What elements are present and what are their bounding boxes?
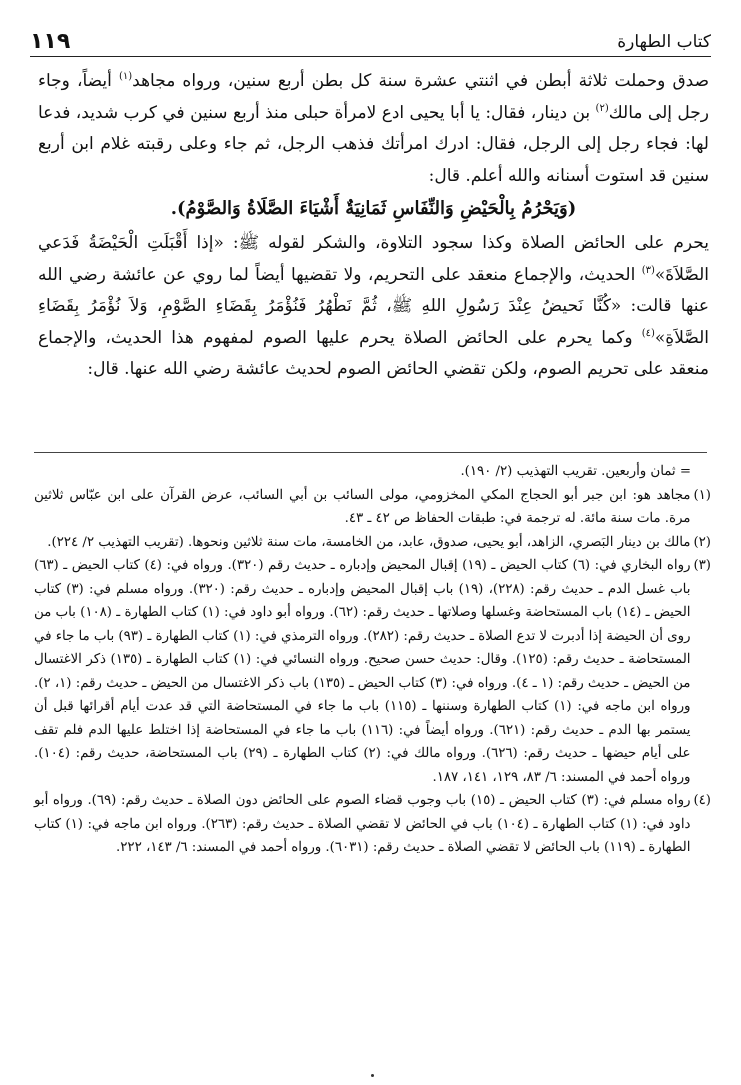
footnote-ref-3[interactable]: (٣) [641, 264, 655, 276]
paragraph-2: يحرم على الحائض الصلاة وكذا سجود التلاوة، والشكر لقوله ﷺ: «إذا أَقْبَلَتِ الْحَيْضَةُ فَدَعي الصَّلاَةَ»$^{(٣)}$ الحديث، والإجماع منعقد على التحريم، ولا تقضيها أيضاً لما روي عن عائشة رضي الله عنها قالت: «كُنَّا نَحيضُ عِنْدَ رَسُولِ اللهِ ﷺ، ثُمَّ نَطْهُرُ فَنُؤْمَرُ بِقَضَاءِ الصَّوْمِ، وَلاَ نُؤْمَرُ بِقَضَاءِ الصَّلاَةِ»$^{(٤)}$ وكما يحرم على الحائض الصلاة يحرم عليها الصوم لمفهوم هذا الحديث، والإجماع منعقد على تحريم الصوم، ولكن تقضي الحائض الصوم لحديث عائشة رضي الله عنها. قال: [38, 232, 709, 380]
footnote-number: (٣) [693, 558, 711, 573]
footnote-1: (١) مجاهد هو: ابن جبر أبو الحجاج المكي المخزومي، مولى السائب بن أبي السائب، عرض القرآن على ابن عبّاس ثلاثين مرة. مات سنة مائة. له ترجمة في: طبقات الحفاظ ص ٤٢ ـ ٤٣. [34, 484, 711, 531]
paragraph-1: صدق وحملت ثلاثة أبطن في اثنتي عشرة سنة كل بطن أربع سنين، ورواه مجاهد$^{(١)}$ أيضاً، وجاء رجل إلى مالك$^{(٢)}$ بن دينار، فقال: يا أبا يحيى ادع لامرأة حبلى منذ أربع سنين في كرب شديد، فدعا لها: فجاء رجل إلى الرجل، فقال: ادرك امرأتك فذهب الرجل، ثم جاء وعلى رقبته غلام ابن أربع سنين قد استوت أسنانه والله أعلم. قال: [38, 71, 710, 186]
footnote-number: (٢) [693, 534, 711, 550]
footnote-ref-2[interactable]: (٢) [595, 102, 609, 114]
footnote-number: (١) [693, 487, 711, 503]
footnote-2: (٢) مالك بن دينار البَصري، الزاهد، أبو يحيى، صدوق، عابد، من الخامسة، مات سنة ثلاثين ونحوها. (تقريب التهذيب ٢/ ٢٢٤). [34, 531, 711, 555]
page-number: ١١٩ [30, 29, 71, 54]
footnote-4: (٤) رواه مسلم في: (٣) كتاب الحيض ـ (١٥) باب وجوب قضاء الصوم على الحائض دون الصلاة ـ حديث رقم: (٦٩). ورواه أبو داود في: (١) كتاب الطهارة ـ (١٠٤) باب في الحائض لا تقضي الصلاة ـ حديث رقم: (٢٦٣). ورواه ابن ماجه في: (١) كتاب الطهارة ـ (١١٩) باب الحائض لا تقضي الصلاة ـ حديث رقم: (٦٠٣١). ورواه أحمد في المسند: ٦/ ١٤٣، ٢٢٢. [34, 789, 711, 860]
page-header [30, 22, 711, 57]
footnote-ref-1[interactable]: (١) [118, 71, 133, 82]
matn-verse: (وَيَحْرُمُ بِالْحَيْضِ وَالنِّفَاسِ ثَمَانِيَةٌ أَشْيَاءَ الصَّلَاةُ وَالصَّوْمُ). [170, 198, 577, 220]
footnote-ref-4[interactable]: (٤) [641, 327, 655, 339]
footnote-divider [34, 452, 707, 453]
footnotes [34, 460, 711, 860]
main-text [38, 66, 709, 386]
footnote-3: (٣) رواه البخاري في: (٦) كتاب الحيض ـ (١٩) إقبال المحيض وإدباره ـ حديث رقم (٣٢٠). ورواه في: (٤) كتاب الحيض ـ (٦٣) باب غسل الدم ـ حديث رقم: (٢٢٨)، (١٩) باب إقبال المحيض وإدباره ـ حديث رقم: (٣٢٠). ورواه مسلم في: (٣) كتاب الحيض ـ (١٤) باب المستحاضة وغسلها وصلاتها ـ حديث رقم: (٦٢). ورواه أبو داود في: (١) كتاب الطهارة ـ (١٠٨) باب من روى أن الحيضة إذا أدبرت لا تدع الصلاة ـ حديث رقم: (٢٨٢). ورواه الترمذي في: (١) كتاب الطهارة ـ (٩٣) باب ما جاء في المستحاضة ـ حديث رقم: (١٢٥). وقال: حديث حسن صحيح. ورواه النسائي في: (١) كتاب الطهارة ـ (١٣٥) ذكر الاغتسال من الحيض ـ حديث رقم: (١ ـ ٤). ورواه في: (٣) كتاب الحيض ـ (١٣٥) باب ذكر الاغتسال من الحيض ـ حديث رقم: (١، ٢). ورواه ابن ماجه في: (١) كتاب الطهارة وسننها ـ (١١٥) باب ما جاء في المستحاضة التي قد عدت أيام أقرائها قبل أن يستمر بها الدم ـ حديث رقم: (٦٢١). ورواه أيضاً في: (١١٦) باب ما جاء في المستحاضة إذا اختلط عليها الدم فلم تقف على أيام حيضها ـ حديث رقم: (٦٢٦). ورواه مالك في: (٢) كتاب الطهارة ـ (٢٩) باب المستحاضة، حديث رقم: (١٠٤). ورواه أحمد في المسند: ٦/ ٨٣، ١٢٩، ١٤١، ١٨٧. [34, 554, 711, 789]
page-mark [371, 1074, 374, 1077]
footnote-continuation: = ثمان وأربعين. تقريب التهذيب (٢/ ١٩٠). [460, 464, 691, 479]
chapter-title: كتاب الطهارة [617, 32, 711, 52]
footnote-number: (٤) [693, 793, 711, 808]
